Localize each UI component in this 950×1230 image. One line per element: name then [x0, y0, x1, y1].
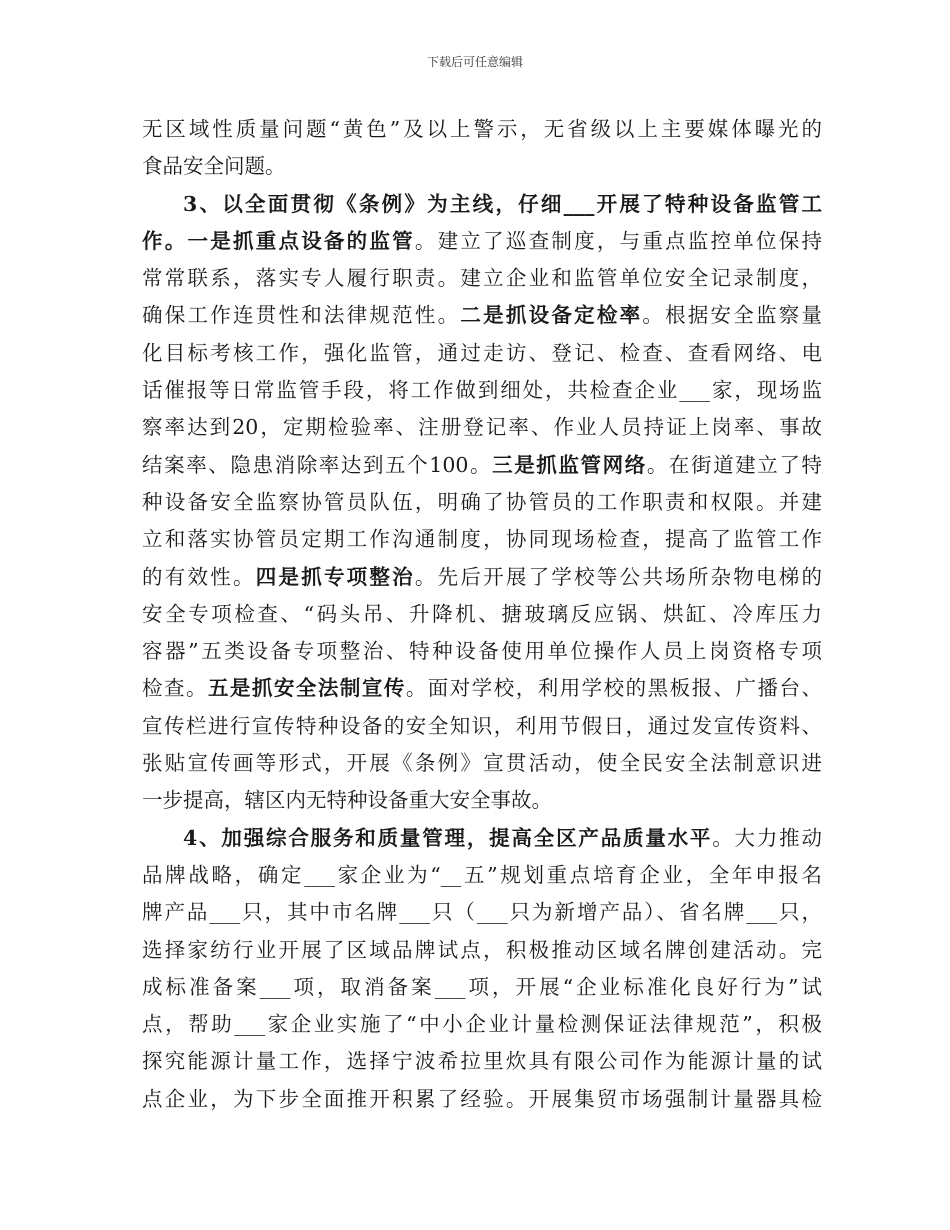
text-line	[142, 596, 822, 633]
text-line	[142, 932, 822, 969]
text-segment: 结案率、隐患消除率达到五个100。	[142, 452, 493, 477]
text-segment: 。先后开展了学校等公共场所杂物电梯的	[414, 564, 823, 589]
text-line	[142, 782, 822, 819]
text-line	[142, 820, 822, 857]
text-line	[142, 111, 822, 148]
text-line	[142, 447, 822, 484]
text-line	[142, 1006, 822, 1043]
text-line	[142, 260, 822, 297]
text-line	[142, 633, 822, 670]
text-segment: 种设备安全监察协管员队伍，明确了协管员的工作职责和权限。并建	[142, 489, 822, 514]
text-segment: 宣传栏进行宣传特种设备的安全知识，利用节假日，通过发宣传资料、	[142, 713, 822, 738]
text-line	[142, 186, 822, 223]
text-line	[142, 969, 822, 1006]
text-segment: 安全专项检查、“码头吊、升降机、搪玻璃反应锅、烘缸、冷库压力	[142, 601, 822, 626]
text-line	[142, 559, 822, 596]
text-segment: 常常联系，落实专人履行职责。建立企业和监管单位安全记录制度，	[142, 266, 822, 291]
text-segment: 立和落实协管员定期工作沟通制度，协同现场检查，提高了监管工作	[142, 527, 822, 552]
text-segment: 察率达到20，定期检验率、注册登记率、作业人员持证上岗率、事故	[142, 415, 822, 440]
bold-text-segment: 二是抓设备定检率	[460, 303, 643, 328]
text-segment: 牌产品___只，其中市名牌___只（___只为新增产品）、省名牌___只，	[142, 900, 822, 925]
text-line	[142, 894, 822, 931]
text-segment: 确保工作连贯性和法律规范性。	[142, 303, 461, 328]
text-segment: 。建立了巡查制度，与重点监控单位保持	[414, 228, 823, 253]
text-segment: 。面对学校，利用学校的黑板报、广播台、	[405, 676, 823, 701]
document-body	[142, 111, 822, 1118]
text-segment: 一步提高，辖区内无特种设备重大安全事故。	[142, 788, 552, 813]
text-line	[142, 521, 822, 558]
text-segment: 无区域性质量问题“黄色”及以上警示，无省级以上主要媒体曝光的	[142, 117, 822, 141]
text-line	[142, 409, 822, 446]
bold-text-segment: 四是抓专项整治	[255, 564, 415, 589]
bold-text-segment: 五是抓安全法制宣传	[207, 676, 406, 701]
text-line	[142, 1043, 822, 1080]
text-line	[142, 708, 822, 745]
text-line	[142, 1081, 822, 1118]
bold-text-segment: 4、加强综合服务和质量管理，提高全区产品质量水平	[183, 825, 713, 850]
text-segment: 点，帮助___家企业实施了“中小企业计量检测保证法律规范”，积极	[142, 1012, 822, 1037]
bold-text-segment: 作。一是抓重点设备的监管	[142, 228, 415, 253]
text-segment: 探究能源计量工作，选择宁波希拉里炊具有限公司作为能源计量的试	[142, 1049, 822, 1074]
text-segment: 品牌战略，确定___家企业为“__五”规划重点培育企业，全年申报名	[142, 862, 822, 887]
text-line	[142, 857, 822, 894]
text-line	[142, 745, 822, 782]
text-line	[142, 335, 822, 372]
text-line	[142, 372, 822, 409]
text-segment: 。在街道建立了特	[646, 452, 823, 477]
bold-text-segment: 三是抓监管网络	[492, 452, 647, 477]
text-line	[142, 148, 822, 185]
text-segment: 成标准备案___项，取消备案___项，开展“企业标准化良好行为”试	[142, 974, 822, 999]
text-line	[142, 223, 822, 260]
text-segment: 。根据安全监察量	[642, 303, 823, 328]
text-segment: 的有效性。	[142, 564, 256, 589]
text-segment: 。大力推动	[712, 825, 822, 850]
text-segment: 话催报等日常监管手段，将工作做到细处，共检查企业___家，现场监	[142, 378, 822, 403]
text-segment: 食品安全问题。	[142, 154, 286, 179]
text-segment: 点企业，为下步全面推开积累了经验。开展集贸市场强制计量器具检	[142, 1086, 822, 1111]
text-segment: 选择家纺行业开展了区域品牌试点，积极推动区域名牌创建活动。完	[142, 937, 822, 962]
page-header: 下载后可任意编辑	[426, 55, 523, 69]
text-segment: 张贴宣传画等形式，开展《条例》宣贯活动，使全民安全法制意识进	[142, 751, 822, 776]
text-line	[142, 484, 822, 521]
bold-text-segment: 3、以全面贯彻《条例》为主线，仔细___开展了特种设备监管工	[183, 191, 822, 216]
text-segment: 检查。	[142, 676, 208, 701]
text-line	[142, 297, 822, 334]
text-segment: 容器”五类设备专项整治、特种设备使用单位操作人员上岗资格专项	[142, 639, 822, 664]
text-segment: 化目标考核工作，强化监管，通过走访、登记、检查、查看网络、电	[142, 340, 822, 365]
text-line	[142, 670, 822, 707]
